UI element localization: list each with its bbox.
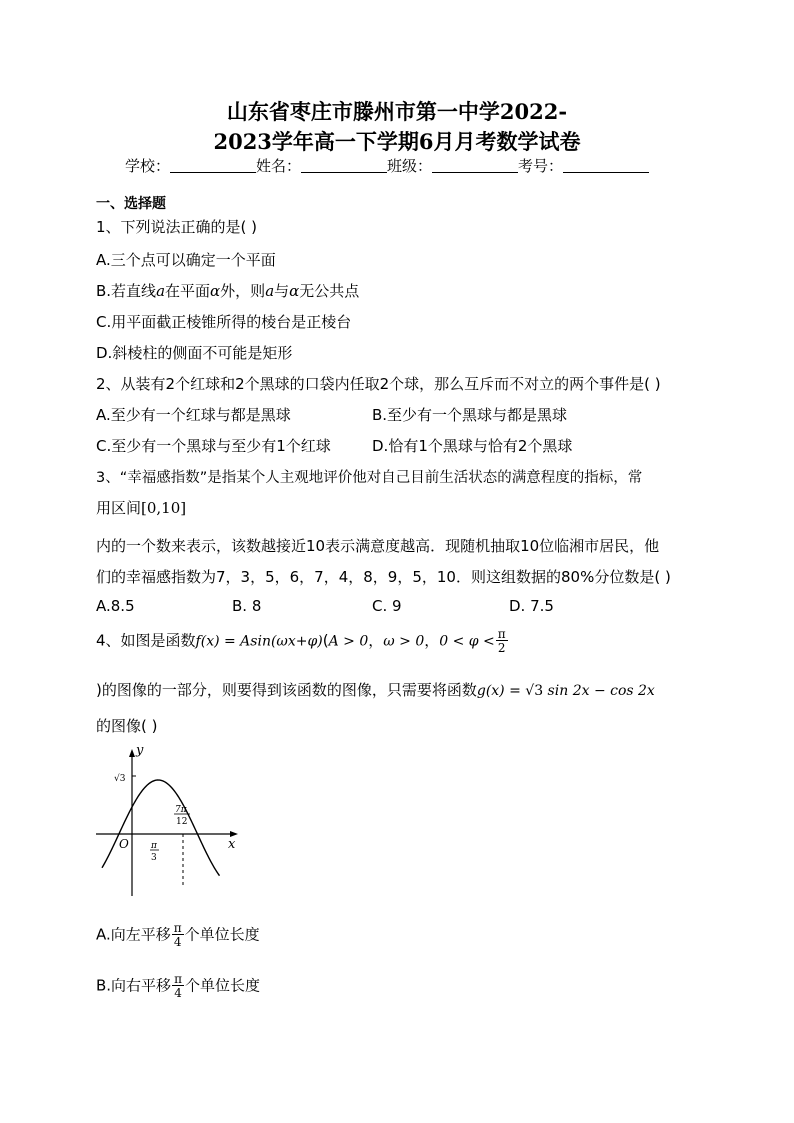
- section-title: 一、选择题: [96, 196, 166, 212]
- q2-option-c: C.至少有一个黑球与至少有1个红球: [96, 437, 331, 455]
- name-label: 姓名：: [256, 157, 302, 175]
- y-axis-arrow-icon: [129, 749, 135, 757]
- seven-pi-over-12-numerator: 7π: [175, 805, 187, 815]
- q1-option-a: A.三个点可以确定一个平面: [96, 251, 276, 269]
- q1-option-c: C.用平面截正棱锥所得的棱台是正棱台: [96, 313, 352, 331]
- q4-text: 4、如图是函数: [96, 631, 196, 650]
- school-label: 学校：: [125, 157, 171, 175]
- q4-a-text: A.向左平移: [96, 925, 171, 944]
- q3-option-d: D. 7.5: [509, 597, 554, 615]
- q1-b-text: 与: [274, 282, 290, 300]
- q1-b-line-a: a: [265, 282, 275, 300]
- q1-option-d: D.斜棱柱的侧面不可能是矩形: [96, 344, 293, 362]
- pi-over-3-numerator: π: [151, 841, 157, 851]
- q4-text: ，: [424, 631, 440, 650]
- q4-function: f(x) = Asin(ωx+φ): [195, 633, 323, 650]
- q1-b-text: B.若直线: [96, 282, 157, 300]
- sine-curve: [102, 780, 220, 876]
- q4-line3: 的图像( ): [96, 717, 158, 735]
- q3-interval: [0,10]: [141, 499, 187, 517]
- q1-b-line-a: a: [156, 282, 166, 300]
- fraction-numerator: π: [173, 921, 182, 935]
- q4-text: (: [322, 631, 329, 650]
- q4-option-b: [96, 973, 260, 999]
- fraction-numerator: π: [497, 627, 506, 641]
- school-blank[interactable]: [170, 157, 256, 173]
- q3-option-c: C. 9: [372, 597, 402, 615]
- sqrt3-label: √3: [114, 774, 126, 784]
- q2-stem: 2、从装有2个红球和2个黑球的口袋内任取2个球，那么互斥而不对立的两个事件是( ): [96, 375, 661, 393]
- fraction-denominator: 2: [497, 641, 506, 655]
- q3-text: 用区间: [96, 499, 142, 517]
- q4-fraction-pi-over-2: [496, 628, 508, 654]
- fraction-numerator: π: [174, 972, 182, 986]
- name-blank[interactable]: [301, 157, 387, 173]
- q4-a-text: 个单位长度: [184, 925, 260, 944]
- class-blank[interactable]: [432, 157, 518, 173]
- q4-b-text: B.向右平移: [96, 976, 172, 995]
- seven-pi-over-12-denominator: 12: [176, 817, 188, 827]
- q3-option-a: A.8.5: [96, 597, 135, 615]
- q1-option-b: [96, 280, 359, 301]
- student-info-row: [125, 155, 649, 176]
- q3-option-b: B. 8: [232, 597, 262, 615]
- q4-text: ，: [368, 631, 384, 650]
- y-axis-label: y: [136, 744, 144, 758]
- class-label: 班级：: [387, 157, 433, 175]
- q4-option-a: [96, 922, 260, 948]
- q2-option-b: B.至少有一个黑球与都是黑球: [372, 406, 568, 424]
- q4-line2: [96, 679, 655, 700]
- q1-b-plane-alpha: α: [289, 282, 300, 300]
- q1-b-text: 无公共点: [299, 282, 360, 300]
- q4-sqrt3: √3: [525, 683, 544, 699]
- q4-function-graph: [92, 744, 242, 900]
- q2-option-d: D.恰有1个黑球与恰有2个黑球: [372, 437, 573, 455]
- q3-line2: [96, 497, 186, 518]
- pi-over-3-denominator: 3: [151, 853, 157, 863]
- q4-b-text: 个单位长度: [184, 976, 260, 995]
- q4-b-fraction-pi-over-4: [172, 973, 184, 999]
- exam-number-label: 考号：: [518, 157, 564, 175]
- x-axis-label: x: [228, 837, 236, 852]
- q1-b-text: 外，则: [220, 282, 266, 300]
- q4-line1: [96, 628, 509, 654]
- q3-line4: 们的幸福感指数为7，3，5，6，7，4，8，9，5，10．则这组数据的80%分位数是( ): [96, 568, 671, 586]
- q4-a-fraction-pi-over-4: [172, 922, 184, 948]
- q2-option-a: A.至少有一个红球与都是黑球: [96, 406, 291, 424]
- q4-condition-phi: 0 < φ <: [439, 633, 495, 650]
- q4-g-function: sin 2x − cos 2x: [543, 683, 655, 699]
- q1-b-plane-alpha: α: [210, 282, 221, 300]
- fraction-denominator: 4: [174, 986, 182, 1000]
- q3-line1: 3、“幸福感指数”是指某个人主观地评价他对自己目前生活状态的满意程度的指标，常: [96, 470, 643, 486]
- q4-g-function: g(x) =: [476, 683, 526, 699]
- q3-line3: 内的一个数来表示，该数越接近10表示满意度越高．现随机抽取10位临湘市居民，他: [96, 537, 660, 555]
- q4-text: )的图像的一部分，则要得到该函数的图像，只需要将函数: [96, 681, 477, 699]
- exam-title-line1: 山东省枣庄市滕州市第一中学2022-: [226, 99, 568, 124]
- origin-label: O: [119, 837, 129, 851]
- fraction-denominator: 4: [173, 935, 182, 949]
- exam-title-line2: 2023学年高一下学期6月月考数学试卷: [213, 129, 581, 154]
- q1-b-text: 在平面: [165, 282, 211, 300]
- q4-condition-a: A > 0: [328, 633, 369, 650]
- exam-number-blank[interactable]: [563, 157, 649, 173]
- q1-stem: 1、下列说法正确的是( ): [96, 218, 258, 236]
- q4-condition-omega: ω > 0: [383, 633, 425, 650]
